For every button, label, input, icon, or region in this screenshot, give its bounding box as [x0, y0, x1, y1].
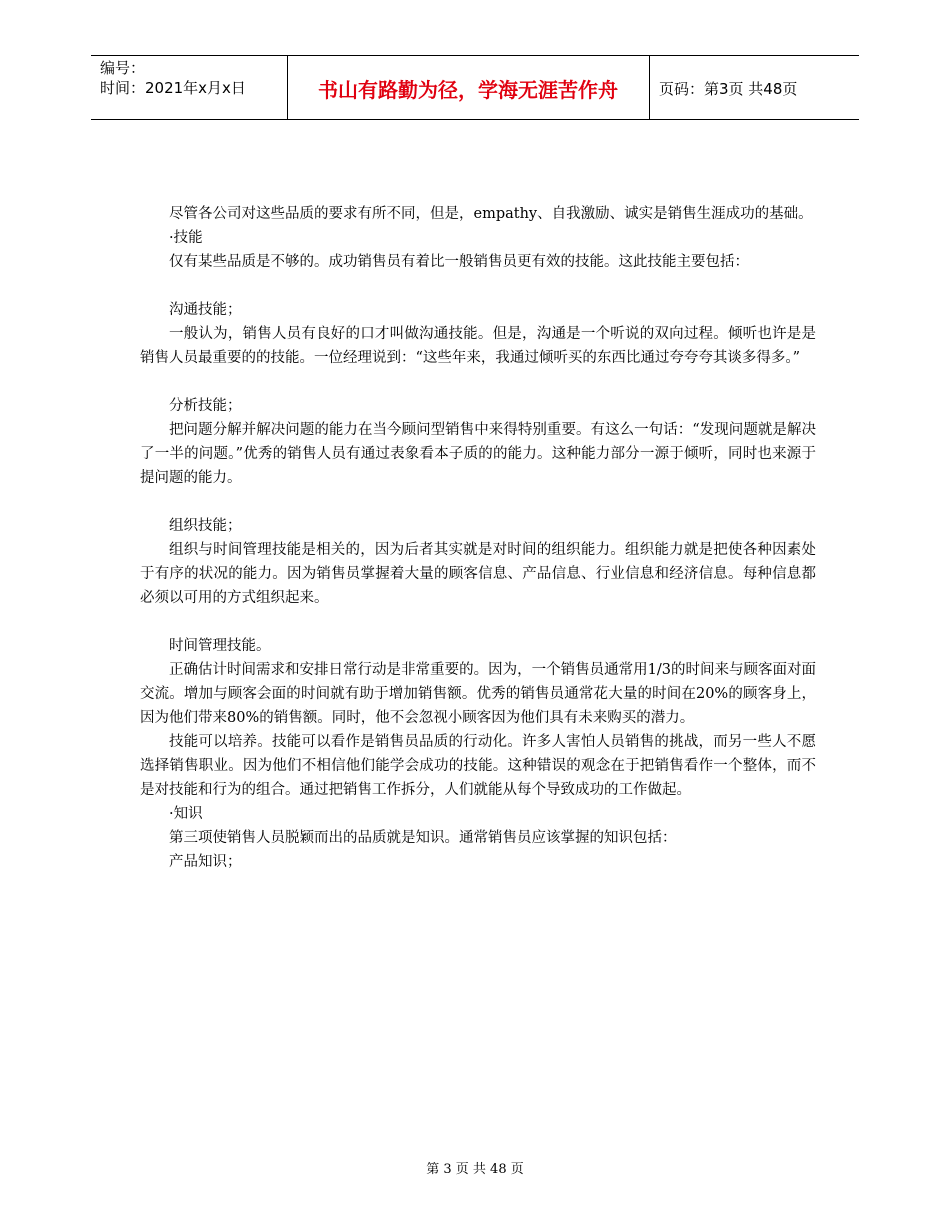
page-footer: 第 3 页 共 48 页	[426, 1162, 524, 1177]
paragraph: 尽管各公司对这些品质的要求有所不同，但是，empathy、自我激励、诚实是销售生涯成功的基础。	[169, 206, 813, 222]
paragraph: 第三项使销售人员脱颖而出的品质就是知识。通常销售员应该掌握的知识包括：	[169, 830, 677, 846]
paragraph: 仅有某些品质是不够的。成功销售员有着比一般销售员更有效的技能。这此技能主要包括：	[169, 254, 749, 270]
section-heading-knowledge: ·知识	[169, 806, 203, 822]
subheading-organization: 组织技能；	[169, 518, 242, 534]
subheading-analysis: 分析技能；	[169, 398, 242, 414]
paragraph: 把问题分解并解决问题的能力在当今顾问型销售中来得特别重要。有这么一句话：“发现问题就是解决了一半的问题。”优秀的销售人员有通过表象看本子质的的能力。这种能力部分一源于倾听，同时也来源于提问题的能力。	[140, 422, 816, 486]
subheading-product-knowledge: 产品知识；	[169, 854, 242, 870]
document-time: 时间：2021年x月x日	[100, 79, 246, 97]
paragraph: 正确估计时间需求和安排日常行动是非常重要的。因为，一个销售员通常用1/3的时间来与顾客面对面交流。增加与顾客会面的时间就有助于增加销售额。优秀的销售员通常花大量的时间在20%的顾客身上，因为他们带来80%的销售额。同时，他不会忽视小顾客因为他们具有未来购买的潜力。	[140, 662, 816, 726]
section-heading-skills: ·技能	[169, 230, 203, 246]
page-header	[91, 55, 859, 120]
header-motto: 书山有路勤为径，学海无涯苦作舟	[318, 77, 618, 102]
paragraph: 一般认为，销售人员有良好的口才叫做沟通技能。但是，沟通是一个听说的双向过程。倾听也许是是销售人员最重要的的技能。一位经理说到：“这些年来，我通过倾听买的东西比通过夸夸夸其谈多得多。”	[140, 326, 816, 366]
paragraph: 技能可以培养。技能可以看作是销售员品质的行动化。许多人害怕人员销售的挑战，而另一些人不愿选择销售职业。因为他们不相信他们能学会成功的技能。这种错误的观念在于把销售看作一个整体，而不是对技能和行为的组合。通过把销售工作拆分，人们就能从每个导致成功的工作做起。	[140, 734, 816, 798]
header-divider-right	[649, 56, 650, 120]
header-meta	[100, 58, 246, 98]
paragraph: 组织与时间管理技能是相关的，因为后者其实就是对时间的组织能力。组织能力就是把使各种因素处于有序的状况的能力。因为销售员掌握着大量的顾客信息、产品信息、行业信息和经济信息。每种信息都必须以可用的方式组织起来。	[140, 542, 816, 606]
header-page-info: 页码：第3页 共48页	[659, 79, 798, 98]
document-number-label: 编号：	[100, 59, 146, 77]
subheading-time-management: 时间管理技能。	[169, 638, 271, 654]
subheading-communication: 沟通技能；	[169, 302, 242, 318]
document-body	[140, 202, 816, 874]
